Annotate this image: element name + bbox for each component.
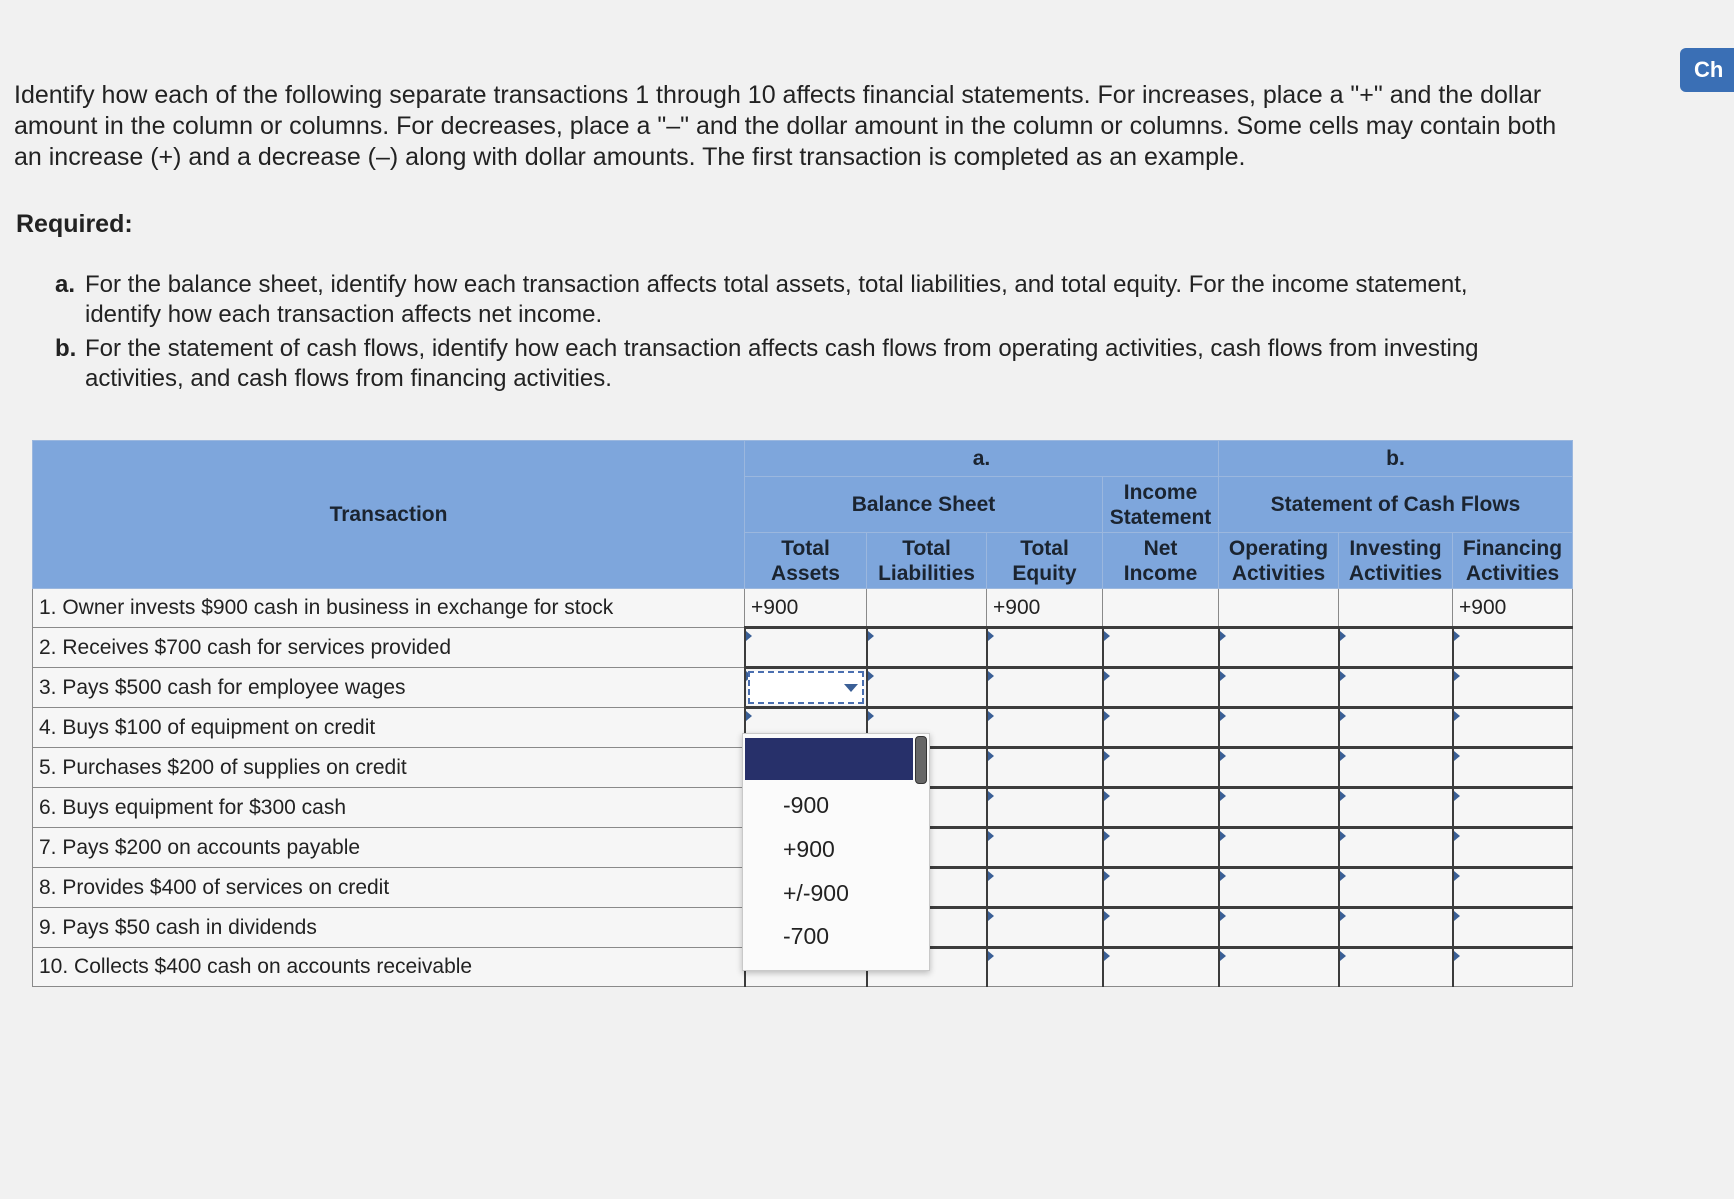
amount-cell[interactable] bbox=[1339, 708, 1453, 748]
amount-dropdown-menu[interactable] bbox=[742, 733, 930, 971]
amount-cell[interactable] bbox=[867, 628, 987, 668]
amount-select-active[interactable] bbox=[745, 668, 867, 708]
amount-cell[interactable] bbox=[1103, 668, 1219, 708]
amount-cell[interactable] bbox=[1103, 628, 1219, 668]
amount-cell[interactable] bbox=[1339, 868, 1453, 908]
amount-cell[interactable] bbox=[987, 828, 1103, 868]
table-row bbox=[33, 589, 1573, 628]
col-total-assets: Total Assets bbox=[745, 533, 867, 589]
amount-cell[interactable] bbox=[1453, 908, 1573, 948]
amount-cell[interactable] bbox=[1339, 908, 1453, 948]
amount-cell[interactable] bbox=[1219, 868, 1339, 908]
dropdown-option[interactable]: +/-900 bbox=[783, 880, 849, 906]
cash-flows-header: Statement of Cash Flows bbox=[1219, 477, 1573, 533]
amount-cell[interactable] bbox=[987, 628, 1103, 668]
amount-cell[interactable] bbox=[987, 948, 1103, 987]
select-box[interactable] bbox=[748, 671, 864, 704]
dropdown-highlighted-option[interactable] bbox=[745, 738, 913, 780]
amount-cell[interactable] bbox=[1103, 788, 1219, 828]
col-investing-activities: Investing Activities bbox=[1339, 533, 1453, 589]
amount-cell[interactable] bbox=[987, 668, 1103, 708]
amount-cell: +900 bbox=[987, 589, 1103, 628]
transaction-label: 10. Collects $400 cash on accounts receivable bbox=[33, 948, 745, 987]
balance-sheet-header: Balance Sheet bbox=[745, 477, 1103, 533]
chevron-down-icon[interactable] bbox=[844, 684, 858, 692]
amount-cell[interactable] bbox=[1453, 948, 1573, 987]
transaction-label: 5. Purchases $200 of supplies on credit bbox=[33, 748, 745, 788]
amount-cell bbox=[1219, 589, 1339, 628]
transaction-label: 2. Receives $700 cash for services provided bbox=[33, 628, 745, 668]
amount-cell: +900 bbox=[1453, 589, 1573, 628]
col-financing-activities: Financing Activities bbox=[1453, 533, 1573, 589]
amount-cell[interactable] bbox=[987, 868, 1103, 908]
amount-cell[interactable] bbox=[1219, 668, 1339, 708]
requirement-b bbox=[55, 334, 1515, 394]
amount-cell[interactable] bbox=[1339, 788, 1453, 828]
requirements-list bbox=[55, 270, 1515, 398]
dropdown-option[interactable]: +900 bbox=[783, 836, 835, 862]
amount-cell[interactable] bbox=[1219, 748, 1339, 788]
table-row bbox=[33, 668, 1573, 708]
table-row bbox=[33, 628, 1573, 668]
requirement-letter: a. bbox=[55, 271, 76, 298]
amount-cell[interactable] bbox=[987, 708, 1103, 748]
amount-cell[interactable] bbox=[1219, 628, 1339, 668]
amount-cell[interactable] bbox=[987, 908, 1103, 948]
amount-cell[interactable] bbox=[1103, 948, 1219, 987]
requirement-text: For the balance sheet, identify how each transaction affects total assets, total liabilities, and total equity. For the income statement, identify how each transaction affects net income. bbox=[85, 271, 1468, 328]
amount-cell[interactable] bbox=[1453, 828, 1573, 868]
group-a-header: a. bbox=[745, 441, 1219, 477]
transaction-header: Transaction bbox=[33, 441, 745, 589]
amount-cell[interactable] bbox=[1339, 748, 1453, 788]
dropdown-option[interactable]: -700 bbox=[783, 923, 830, 949]
amount-cell[interactable] bbox=[987, 788, 1103, 828]
amount-cell[interactable] bbox=[1103, 748, 1219, 788]
amount-cell[interactable] bbox=[1453, 868, 1573, 908]
dropdown-option[interactable]: -900 bbox=[783, 792, 830, 818]
amount-cell[interactable] bbox=[1339, 828, 1453, 868]
amount-cell bbox=[1103, 589, 1219, 628]
transaction-label: 3. Pays $500 cash for employee wages bbox=[33, 668, 745, 708]
transaction-label: 1. Owner invests $900 cash in business in exchange for stock bbox=[33, 589, 745, 628]
instructions-text: Identify how each of the following separate transactions 1 through 10 affects financial statements. For increases, place a "+" and the dollar amount in the column or columns. For decreases, place a "–" and the dollar amount in the column or columns. Some cells may contain both an increase (+) and a decrease (–) along with dollar amounts. The first transaction is completed as an example. bbox=[14, 81, 1557, 171]
amount-cell[interactable] bbox=[1103, 908, 1219, 948]
required-heading: Required: bbox=[16, 210, 133, 238]
amount-cell[interactable] bbox=[1103, 868, 1219, 908]
col-total-liabilities: Total Liabilities bbox=[867, 533, 987, 589]
dropdown-scrollbar[interactable] bbox=[915, 736, 927, 784]
transaction-label: 6. Buys equipment for $300 cash bbox=[33, 788, 745, 828]
amount-cell[interactable] bbox=[1453, 668, 1573, 708]
amount-cell[interactable] bbox=[1103, 708, 1219, 748]
amount-cell[interactable] bbox=[1219, 908, 1339, 948]
amount-cell[interactable] bbox=[867, 668, 987, 708]
amount-cell[interactable] bbox=[1219, 788, 1339, 828]
income-statement-header: Income Statement bbox=[1103, 477, 1219, 533]
col-total-equity: Total Equity bbox=[987, 533, 1103, 589]
transaction-label: 9. Pays $50 cash in dividends bbox=[33, 908, 745, 948]
amount-cell[interactable] bbox=[745, 628, 867, 668]
amount-cell[interactable] bbox=[1339, 668, 1453, 708]
amount-cell[interactable] bbox=[1339, 948, 1453, 987]
side-tab[interactable]: Ch bbox=[1680, 48, 1734, 92]
amount-cell bbox=[867, 589, 987, 628]
amount-cell[interactable] bbox=[1219, 708, 1339, 748]
transaction-label: 7. Pays $200 on accounts payable bbox=[33, 828, 745, 868]
amount-cell[interactable] bbox=[1453, 708, 1573, 748]
col-net-income: Net Income bbox=[1103, 533, 1219, 589]
amount-cell bbox=[1339, 589, 1453, 628]
amount-cell[interactable] bbox=[1219, 828, 1339, 868]
transaction-label: 8. Provides $400 of services on credit bbox=[33, 868, 745, 908]
requirement-letter: b. bbox=[55, 335, 77, 362]
amount-cell[interactable] bbox=[1339, 628, 1453, 668]
col-operating-activities: Operating Activities bbox=[1219, 533, 1339, 589]
requirement-text: For the statement of cash flows, identify how each transaction affects cash flows from operating activities, cash flows from investing activities, and cash flows from financing activities. bbox=[85, 335, 1479, 392]
amount-cell[interactable] bbox=[1453, 788, 1573, 828]
requirement-a bbox=[55, 270, 1515, 330]
amount-cell[interactable] bbox=[1103, 828, 1219, 868]
amount-cell[interactable] bbox=[1453, 628, 1573, 668]
amount-cell: +900 bbox=[745, 589, 867, 628]
transaction-label: 4. Buys $100 of equipment on credit bbox=[33, 708, 745, 748]
group-b-header: b. bbox=[1219, 441, 1573, 477]
amount-cell[interactable] bbox=[1453, 748, 1573, 788]
amount-cell[interactable] bbox=[1219, 948, 1339, 987]
amount-cell[interactable] bbox=[987, 748, 1103, 788]
